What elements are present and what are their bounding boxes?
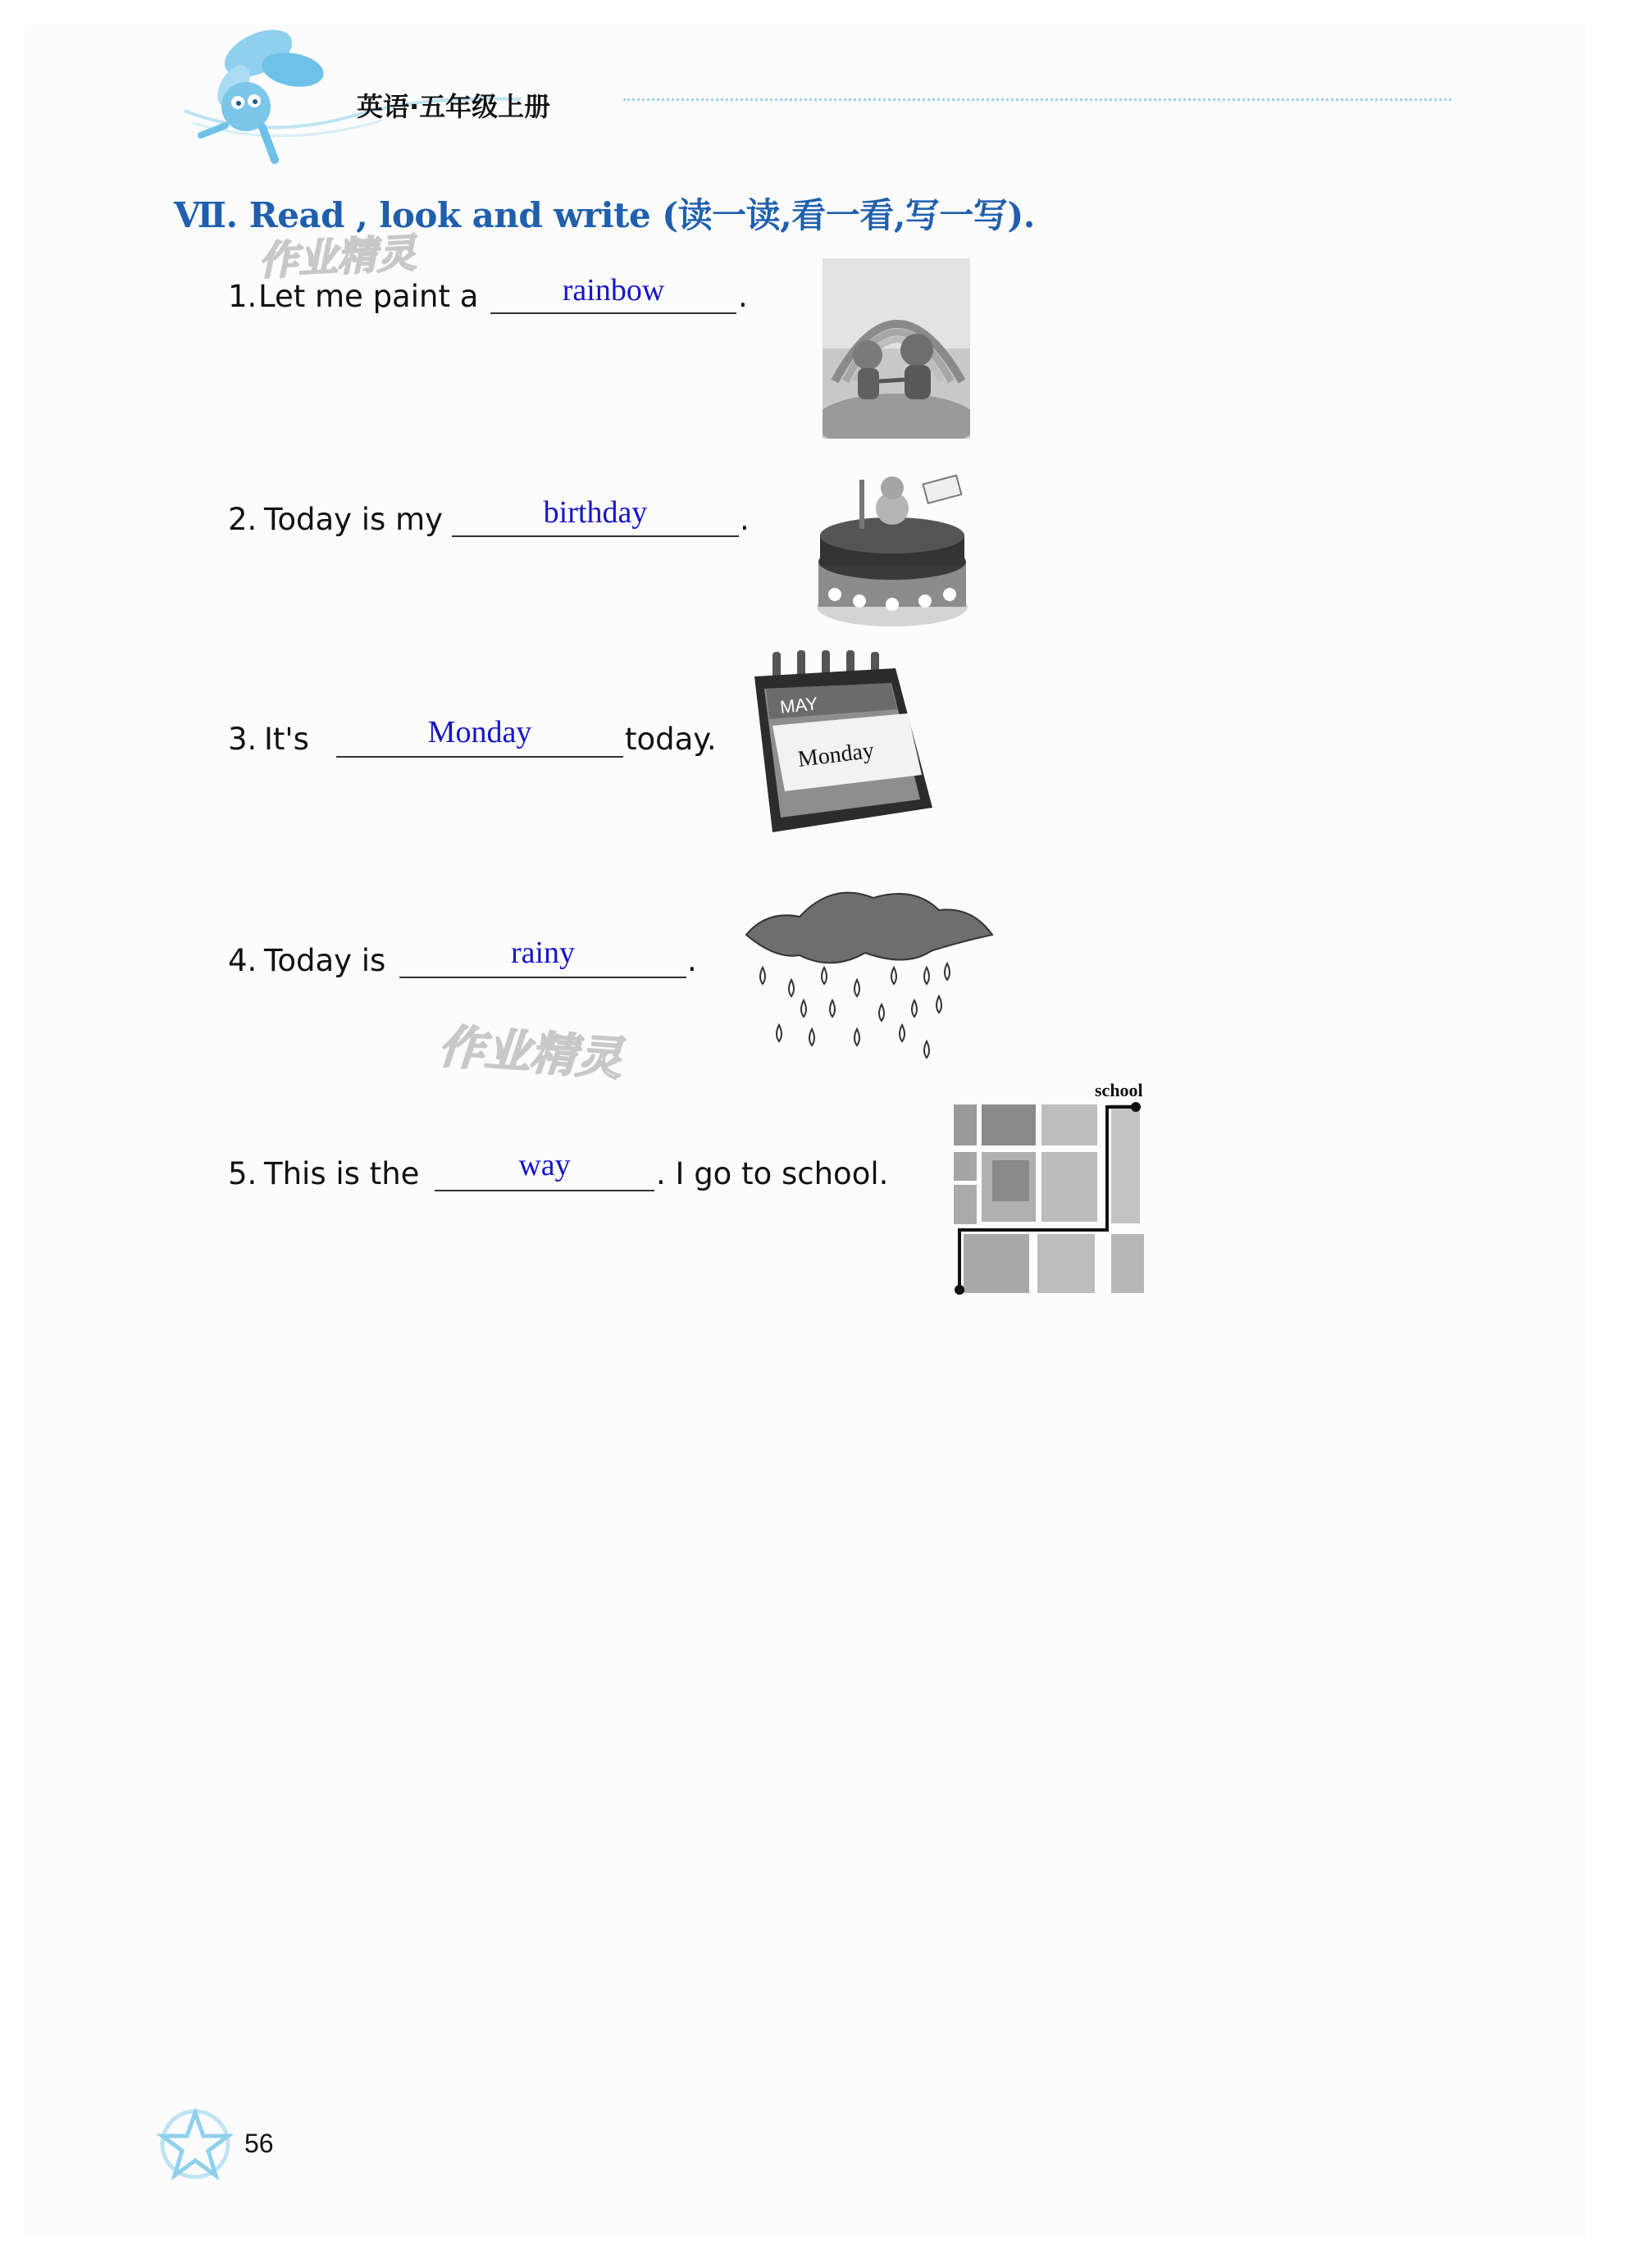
question-5-text: This is the [264, 1156, 420, 1191]
question-3-number: 3. [228, 722, 257, 757]
question-1-after: . [738, 279, 748, 314]
question-1-number: 1. [228, 279, 257, 314]
question-2-answer: birthday [543, 495, 648, 530]
question-2-text: Today is my [264, 502, 444, 537]
birthday-cake-picture [810, 463, 974, 631]
question-3-after: today. [625, 722, 717, 757]
question-3-blank [336, 756, 623, 758]
question-4-after: . [687, 943, 697, 978]
header-divider [623, 98, 1452, 101]
question-1-blank [490, 312, 736, 314]
calendar-picture [748, 644, 937, 836]
rainbow-picture [823, 258, 970, 439]
question-5-blank [435, 1190, 654, 1191]
question-2-blank [452, 535, 739, 537]
calendar-day: Monday [796, 737, 876, 772]
page-number: 56 [244, 2129, 274, 2158]
workbook-page [25, 25, 1586, 2238]
question-4-number: 4. [228, 943, 257, 978]
section-heading: Ⅶ. Read , look and write (读一读,看一看,写一写). [174, 195, 1035, 235]
question-3-text: It's [264, 722, 309, 757]
rain-cloud-picture [742, 877, 996, 1066]
map-school-label: school [1095, 1080, 1143, 1100]
school-map-picture [947, 1078, 1164, 1296]
question-2-after: . [740, 502, 750, 537]
watermark-middle: 作业精灵 [436, 1020, 624, 1086]
question-4-blank [399, 977, 686, 978]
question-4-answer: rainy [510, 936, 576, 970]
watermark-top: 作业精灵 [257, 230, 417, 285]
calendar-month: MAY [778, 693, 819, 717]
question-5-answer: way [518, 1148, 571, 1182]
question-5-after: . I go to school. [656, 1156, 889, 1191]
question-4-text: Today is [264, 943, 386, 978]
question-1-text: Let me paint a [258, 279, 479, 314]
book-title: 英语·五年级上册 [357, 91, 551, 122]
star-icon [154, 2103, 236, 2185]
question-1-answer: rainbow [562, 273, 665, 307]
question-5-number: 5. [228, 1156, 257, 1191]
question-3-answer: Monday [427, 715, 532, 749]
question-2-number: 2. [228, 502, 257, 537]
